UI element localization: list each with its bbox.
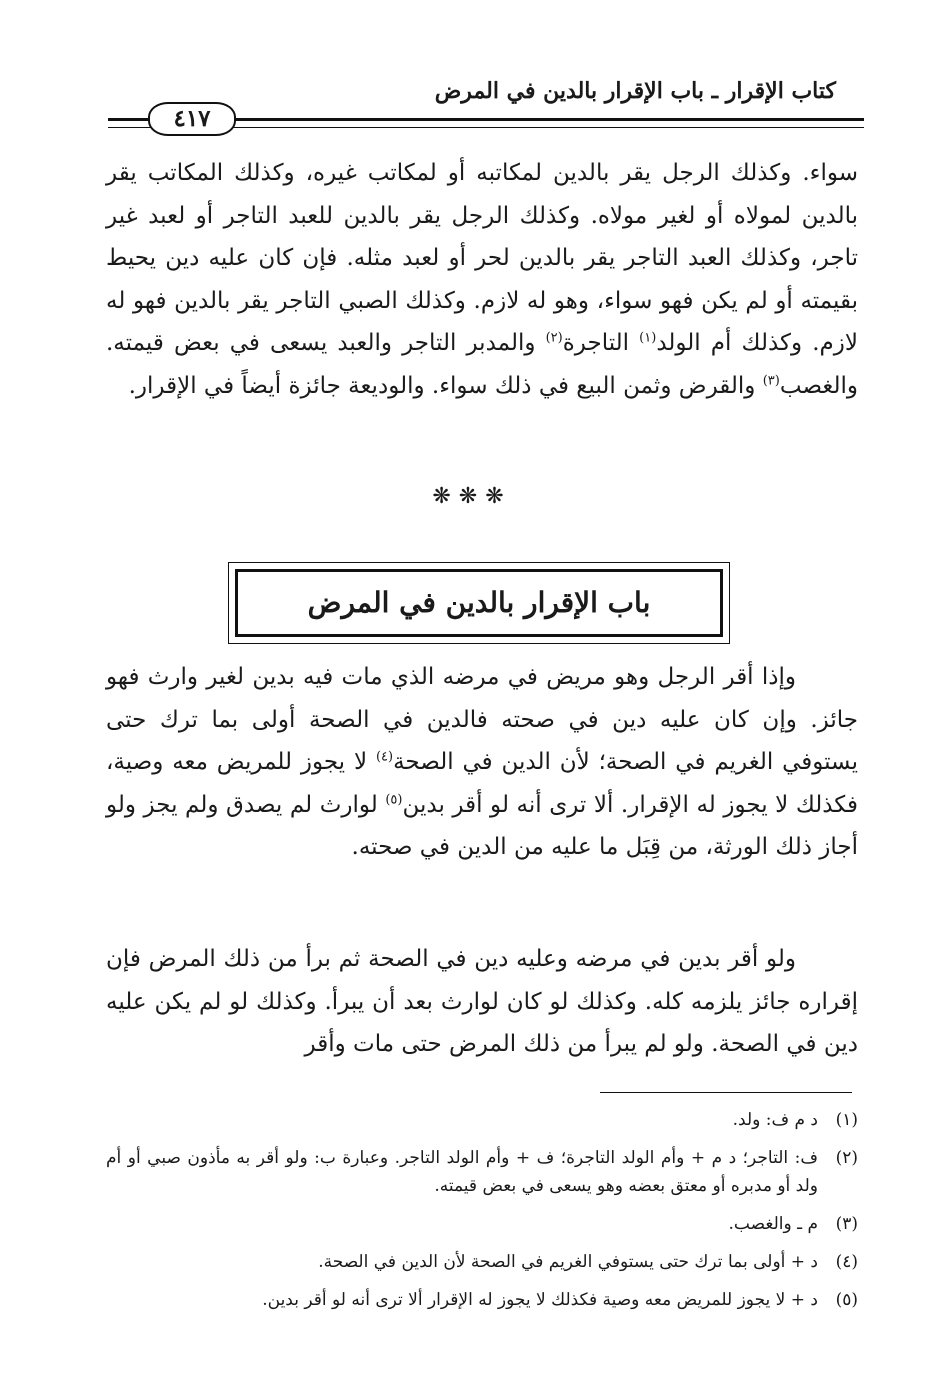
- section-separator: ❋❋❋: [432, 484, 512, 509]
- footnote-number: (٣): [835, 1214, 858, 1234]
- paragraph-3: ولو أقر بدين في مرضه وعليه دين في الصحة ثم برأ من ذلك المرض فإن إقراره جائز يلزمه كله. وكذلك لو كان لوارث بعد أن يبرأ. وكذلك لو لم يكن عليه دين في الصحة. ولو لم يبرأ من ذلك المرض حتى مات وأقر: [106, 946, 858, 1057]
- paragraph-2: [106, 656, 858, 869]
- paragraph-1-text-a: سواء. وكذلك الرجل يقر بالدين لمكاتبه أو لمكاتب غيره، وكذلك المكاتب يقر بالدين لمولاه أو لغير مولاه. وكذلك الرجل يقر بالدين للعبد التاجر أو لعبد غير تاجر، وكذلك العبد التاجر يقر بالدين لحر أو لعبد مثله. فإن كان عليه دين يحيط بقيمته أو لم يكن فهو سواء، وهو له لازم. وكذلك الصبي التاجر يقر بالدين فهو له لازم. وكذلك أم الولد: [106, 160, 858, 356]
- paragraph-2-text-a: وإذا أقر الرجل وهو مريض في مرضه الذي مات فيه بدين لغير وارث فهو جائز. وإن كان عليه دين في صحته فالدين في الصحة أولى بما ترك حتى يستوفي الغريم في الصحة؛ لأن الدين في الصحة: [106, 664, 858, 775]
- footnote-text: ف: التاجر؛ د م + وأم الولد التاجرة؛ ف + وأم الولد التاجر. وعبارة ب: ولو أقر به مأذون صبي أو أم ولد أو مدبره أو معتق بعضه وهو يسعى في بعض قيمته.: [106, 1148, 818, 1196]
- footnote-2: [106, 1144, 858, 1200]
- footnotes: [106, 1106, 858, 1324]
- chapter-title: باب الإقرار بالدين في المرض: [307, 586, 651, 619]
- footnote-number: (٢): [835, 1148, 858, 1168]
- footnote-ref-4: (٤): [375, 749, 394, 765]
- footnote-number: (١): [835, 1110, 858, 1130]
- page-number: ٤١٧: [148, 102, 236, 136]
- paragraph-1-text-b: التاجرة: [562, 330, 640, 356]
- paragraph-2-text-b: لا يجوز للمريض معه وصية، فكذلك لا يجوز له الإقرار. ألا ترى أنه لو أقر بدين: [106, 749, 859, 818]
- footnote-text: د + أولى بما ترك حتى يستوفي الغريم في الصحة لأن الدين في الصحة.: [318, 1252, 818, 1272]
- footnote-ref-5: (٥): [385, 791, 403, 807]
- footnote-ref-3: (٣): [762, 372, 780, 388]
- footnote-5: [106, 1286, 858, 1314]
- footnote-1: [106, 1106, 858, 1134]
- footnote-number: (٥): [835, 1290, 858, 1310]
- footnote-ref-1: (١): [639, 330, 657, 346]
- footnote-rule: [600, 1092, 852, 1093]
- paragraph-2-text-c: لوارث لم يصدق ولم يجز ولو أجاز ذلك الورثة، من قِبَل ما عليه من الدين في صحته.: [106, 791, 858, 860]
- footnote-3: [106, 1210, 858, 1238]
- running-title: كتاب الإقرار ـ باب الإقرار بالدين في المرض: [434, 78, 836, 104]
- footnote-ref-2: (٢): [545, 330, 563, 346]
- paragraph-1-text-d: والقرض وثمن البيع في ذلك سواء. والوديعة جائزة أيضاً في الإقرار.: [128, 372, 763, 399]
- chapter-title-frame: [228, 562, 730, 644]
- footnote-number: (٤): [835, 1252, 858, 1272]
- footnote-4: [106, 1248, 858, 1276]
- paragraph-1-text-c: والمدبر التاجر والعبد يسعى في بعض قيمته. والغصب: [106, 330, 858, 399]
- footnote-text: د + لا يجوز للمريض معه وصية فكذلك لا يجوز له الإقرار ألا ترى أنه لو أقر بدين.: [262, 1290, 818, 1310]
- paragraph-1: [106, 152, 858, 407]
- footnote-text: م ـ والغصب.: [728, 1214, 818, 1234]
- footnote-text: د م ف: ولد.: [732, 1110, 818, 1130]
